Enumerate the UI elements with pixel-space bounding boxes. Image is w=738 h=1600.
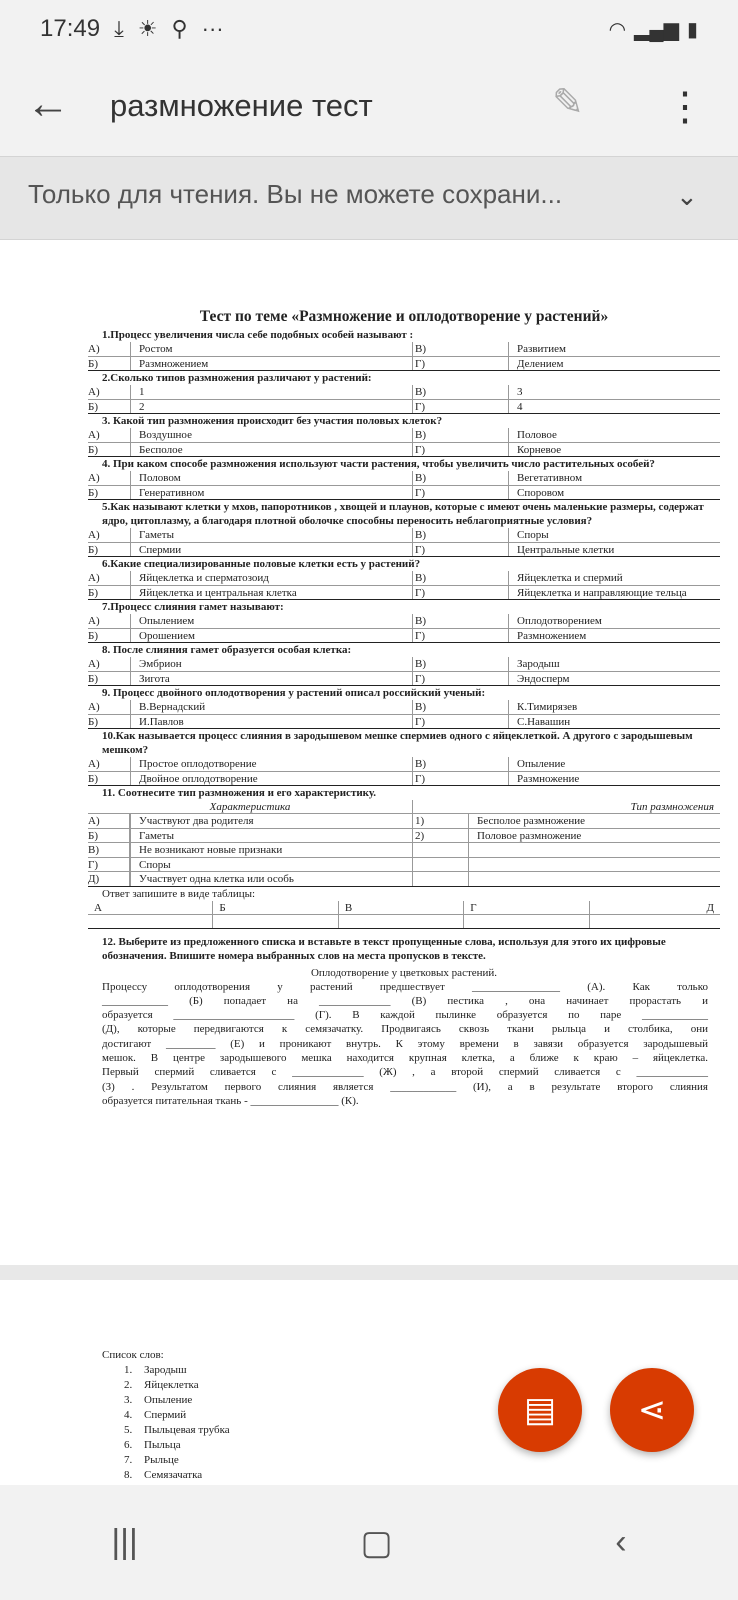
word-number: 6. (124, 1439, 133, 1451)
answer-cell (464, 915, 589, 928)
option-letter: Б) (88, 400, 98, 413)
passage-line: ____________ (Б) попадает на _____________ (В) пестика , она начинает прорастать и (102, 994, 708, 1007)
match-text: Участвует одна клетка или особь (130, 872, 412, 886)
edit-pencil-icon[interactable]: ✎ (552, 82, 584, 124)
option-letter: В) (412, 342, 508, 356)
reading-view-button[interactable] (498, 1368, 582, 1452)
question-block (88, 600, 720, 643)
option-letter: А) (88, 658, 100, 670)
passage-line: (Д), которые передвигаются к семязачатку. Продвигаясь сквозь ткани рыльца и столбика, они (102, 1023, 708, 1036)
option-text: Бесполое (130, 443, 412, 457)
answer-column: В (339, 901, 464, 914)
option-text: Генеративном (130, 486, 412, 500)
option-letter: В) (412, 657, 508, 671)
passage-line: Первый спермий сливается с _____________ (Ж) , а второй спермий сливается с _____________ (102, 1066, 708, 1079)
passage-line: образуется ______________________ (Г). В каждой пылинке образуется по паре ____________ (102, 1009, 708, 1022)
question-block (88, 557, 720, 600)
question-block (88, 371, 720, 414)
passage-line: Процессу оплодотворения у растений предшествует ________________ (А). Как только (102, 980, 708, 993)
option-text: 1 (130, 385, 412, 399)
option-letter: Б) (88, 672, 98, 685)
document-icon: ▤ (523, 1391, 557, 1429)
question-text: 2.Сколько типов размножения различают у растений: (102, 372, 372, 384)
table-header (88, 800, 720, 814)
option-letter: Б) (88, 586, 98, 599)
question-text: 8. После слияния гамет образуется особая клетка: (102, 644, 352, 656)
question-text: 7.Процесс слияния гамет называют: (102, 601, 284, 613)
match-letter (412, 858, 468, 872)
match-text: Споры (130, 858, 412, 872)
app-bar (0, 58, 738, 156)
option-text: Вегетативном (508, 471, 720, 485)
option-letter: А) (88, 758, 100, 770)
question-text: 3. Какой тип размножения происходит без участия половых клеток? (102, 415, 443, 427)
navigation-bar (0, 1485, 738, 1600)
option-text: Размножение (508, 772, 720, 786)
option-text: Яйцеклетка и спермий (508, 571, 720, 585)
match-row (88, 858, 720, 873)
back-button[interactable]: ‹ (615, 1523, 627, 1561)
word-text: Зародыш (144, 1364, 187, 1376)
question-text: 1.Процесс увеличения числа себе подобных особей называют : (102, 329, 414, 341)
option-text: Споровом (508, 486, 720, 500)
option-text: Размножением (130, 357, 412, 371)
answer-cell (590, 915, 720, 928)
document-title: размножение тест (110, 88, 373, 123)
question-text: 12. Выберите из предложенного списка и вставьте в текст пропущенные слова, используя для этого их цифровые обозначения. Впишите номера выбранных слов на места пропусков в тексте. (102, 935, 666, 962)
option-letter: Б) (88, 543, 98, 556)
match-letter: 2) (412, 829, 468, 843)
option-text: 4 (508, 400, 720, 414)
signal-icon: ▂▄▆ (634, 18, 679, 41)
document-content (88, 308, 720, 1108)
match-text: Гаметы (130, 829, 412, 843)
option-row (88, 342, 720, 357)
question-text: 4. При каком способе размножения используют части растения, чтобы увеличить число растительных особей? (102, 458, 655, 470)
option-letter: В) (412, 571, 508, 585)
recent-apps-button[interactable]: ||| (111, 1523, 138, 1561)
more-notifications-icon: ··· (201, 16, 224, 41)
option-row (88, 486, 720, 501)
option-letter: В) (412, 528, 508, 542)
option-row (88, 357, 720, 372)
match-letter: В) (88, 843, 130, 857)
option-letter: Г) (412, 443, 508, 457)
passage-line: образуется питательная ткань - ________________ (К). (102, 1094, 359, 1107)
option-row (88, 586, 720, 601)
option-letter: Г) (412, 629, 508, 643)
option-letter: А) (88, 529, 100, 541)
option-letter: Б) (88, 715, 98, 728)
passage-line: достигают _________ (Е) и проникают внутрь. К этому времени в завязи образуется зародышевый (102, 1037, 708, 1050)
word-number: 5. (124, 1424, 133, 1436)
question-text: 9. Процесс двойного оплодотворения у растений описал российский ученый: (102, 687, 486, 699)
option-letter: А) (88, 429, 100, 441)
chevron-down-icon[interactable]: ⌄ (676, 181, 698, 211)
option-text: Центральные клетки (508, 543, 720, 557)
word-list-label: Список слов: (102, 1349, 164, 1361)
option-text: Половом (130, 471, 412, 485)
match-text (468, 843, 720, 857)
option-letter: Г) (412, 672, 508, 686)
option-text: 3 (508, 385, 720, 399)
passage-line: (З) . Результатом первого слияния является ____________ (И), а в результате второго слияния (102, 1080, 708, 1093)
search-icon: ⚲ (171, 16, 188, 41)
option-text: Ростом (130, 342, 412, 356)
match-text (468, 872, 720, 886)
option-row (88, 757, 720, 772)
match-text: Бесполое размножение (468, 814, 720, 828)
word-list-item (102, 1453, 230, 1468)
option-row (88, 657, 720, 672)
download-icon: ⤓ (114, 16, 124, 41)
match-text: Половое размножение (468, 829, 720, 843)
document-page-1 (0, 240, 738, 1265)
option-text: Воздушное (130, 428, 412, 442)
word-text: Семязачатка (144, 1469, 203, 1481)
option-row (88, 629, 720, 644)
answer-cell (339, 915, 464, 928)
status-bar (0, 0, 738, 58)
option-text: Зигота (130, 672, 412, 686)
answer-table-header (88, 901, 720, 915)
option-row (88, 700, 720, 715)
option-row (88, 614, 720, 629)
option-text: В.Вернадский (130, 700, 412, 714)
question-block (88, 457, 720, 500)
wifi-icon: ◠ (608, 18, 627, 41)
match-row (88, 843, 720, 858)
option-row (88, 672, 720, 687)
option-letter: В) (412, 700, 508, 714)
option-letter: Г) (412, 357, 508, 371)
match-row (88, 814, 720, 829)
option-text: Зародыш (508, 657, 720, 671)
option-text: Эмбрион (130, 657, 412, 671)
word-text: Пыльцевая трубка (144, 1424, 230, 1436)
option-letter: А) (88, 472, 100, 484)
option-letter: Г) (412, 400, 508, 414)
option-text: И.Павлов (130, 715, 412, 729)
answer-column: Г (464, 901, 589, 914)
option-letter: Б) (88, 629, 98, 642)
question-block (88, 729, 720, 786)
option-text: Развитием (508, 342, 720, 356)
option-text: 2 (130, 400, 412, 414)
question-text: 5.Как называют клетки у мхов, папоротников , хвощей и плаунов, которые с имеют очень маленькие размеры, содержат ядро, цитоплазму, а благодаря плотной оболочке способны переносить неблагоприятные условия? (102, 501, 704, 527)
option-text: Эндосперм (508, 672, 720, 686)
option-letter: Б) (88, 486, 98, 499)
read-only-banner[interactable] (0, 156, 738, 240)
word-list-item (102, 1408, 230, 1423)
option-row (88, 385, 720, 400)
option-letter: Г) (412, 772, 508, 786)
word-text: Пыльца (144, 1439, 181, 1451)
share-icon: ⋖ (637, 1391, 667, 1429)
option-text: Простое оплодотворение (130, 757, 412, 771)
option-text: С.Навашин (508, 715, 720, 729)
word-number: 4. (124, 1409, 133, 1421)
option-letter: Г) (412, 586, 508, 600)
status-time: 17:49 (40, 15, 101, 42)
option-text: Половое (508, 428, 720, 442)
word-text: Опыление (144, 1394, 193, 1406)
match-letter (412, 872, 468, 886)
answer-column: Б (213, 901, 338, 914)
option-letter: Б) (88, 772, 98, 785)
option-text: Яйцеклетка и направляющие тельца (508, 586, 720, 600)
word-list-item (102, 1363, 230, 1378)
option-letter: А) (88, 572, 100, 584)
question-block (88, 414, 720, 457)
option-row (88, 715, 720, 730)
option-text: К.Тимирязев (508, 700, 720, 714)
word-text: Спермий (144, 1409, 187, 1421)
match-text: Участвуют два родителя (130, 814, 412, 828)
test-title: Тест по теме «Размножение и оплодотворение у растений» (199, 308, 609, 325)
word-text: Рыльце (144, 1454, 179, 1466)
option-row (88, 443, 720, 458)
option-letter: В) (412, 385, 508, 399)
option-text: Размножением (508, 629, 720, 643)
option-text: Споры (508, 528, 720, 542)
share-button[interactable] (610, 1368, 694, 1452)
word-number: 8. (124, 1469, 133, 1481)
option-letter: В) (412, 471, 508, 485)
question-block (88, 643, 720, 686)
option-letter: Б) (88, 443, 98, 456)
option-letter: Г) (412, 715, 508, 729)
word-number: 7. (124, 1454, 133, 1466)
option-row (88, 772, 720, 787)
answer-column: Д (706, 901, 715, 914)
question-text: 6.Какие специализированные половые клетки есть у растений? (102, 558, 421, 570)
word-list-item (102, 1438, 230, 1453)
option-text: Гаметы (130, 528, 412, 542)
option-letter: А) (88, 701, 100, 713)
option-text: Яйцеклетка и сперматозоид (130, 571, 412, 585)
option-letter: В) (412, 757, 508, 771)
option-row (88, 528, 720, 543)
option-text: Яйцеклетка и центральная клетка (130, 586, 412, 600)
home-button[interactable]: ▢ (360, 1523, 393, 1562)
option-row (88, 571, 720, 586)
word-number: 3. (124, 1394, 133, 1406)
match-letter: Д) (88, 872, 130, 886)
question-block (88, 686, 720, 729)
option-row (88, 543, 720, 558)
option-letter: Г) (412, 486, 508, 500)
option-letter: В) (412, 428, 508, 442)
option-text: Опылением (130, 614, 412, 628)
match-letter: Б) (88, 829, 130, 843)
option-text: Орошением (130, 629, 412, 643)
word-list-item (102, 1393, 230, 1408)
match-letter (412, 843, 468, 857)
option-row (88, 471, 720, 486)
option-letter: А) (88, 615, 100, 627)
passage (88, 980, 720, 1109)
match-text: Не возникают новые признаки (130, 843, 412, 857)
answer-label: Ответ запишите в виде таблицы: (102, 887, 256, 900)
option-text: Корневое (508, 443, 720, 457)
back-arrow-icon[interactable]: ← (26, 79, 70, 128)
word-list (102, 1348, 230, 1483)
question-block (88, 786, 720, 929)
option-text: Двойное оплодотворение (130, 772, 412, 786)
answer-cell (88, 915, 213, 928)
option-letter: В) (412, 614, 508, 628)
passage-title: Оплодотворение у цветковых растений. (310, 966, 498, 979)
option-letter: Б) (88, 357, 98, 370)
question-block (88, 328, 720, 371)
column-header: Тип размножения (412, 800, 720, 813)
option-letter: Г) (412, 543, 508, 557)
passage-line: мешок. В центре зародышевого мешка находится крупная клетка, а ближе к краю – яйцеклетка. (102, 1051, 708, 1064)
more-options-icon[interactable]: ⋮ (665, 85, 705, 129)
battery-icon: ▮ (686, 18, 698, 41)
option-row (88, 428, 720, 443)
answer-table-row (88, 915, 720, 929)
option-text: Делением (508, 357, 720, 371)
answer-column: А (88, 901, 213, 914)
word-number: 2. (124, 1379, 133, 1391)
column-header: Характеристика (209, 801, 291, 813)
word-list-item (102, 1423, 230, 1438)
match-letter: А) (88, 814, 130, 828)
option-letter: А) (88, 386, 100, 398)
option-text: Спермии (130, 543, 412, 557)
option-letter: А) (88, 343, 100, 355)
question-block (88, 500, 720, 557)
match-text (468, 858, 720, 872)
question-text: 10.Как называется процесс слияния в зародышевом мешке спермиев одного с яйцеклеткой. А другого с зародышевым мешком? (102, 730, 693, 756)
word-text: Яйцеклетка (144, 1379, 199, 1391)
word-list-item (102, 1378, 230, 1393)
match-letter: Г) (88, 858, 130, 872)
word-number: 1. (124, 1364, 133, 1376)
match-row (88, 829, 720, 844)
option-text: Опыление (508, 757, 720, 771)
option-row (88, 400, 720, 415)
match-letter: 1) (412, 814, 468, 828)
word-list-item (102, 1468, 230, 1483)
question-text: 11. Соотнесите тип размножения и его характеристику. (102, 787, 377, 799)
option-text: Оплодотворением (508, 614, 720, 628)
match-row (88, 872, 720, 887)
question-block (88, 935, 720, 1109)
answer-cell (213, 915, 338, 928)
weather-icon: ☀ (137, 16, 158, 41)
read-only-message: Только для чтения. Вы не можете сохрани... (28, 179, 563, 209)
